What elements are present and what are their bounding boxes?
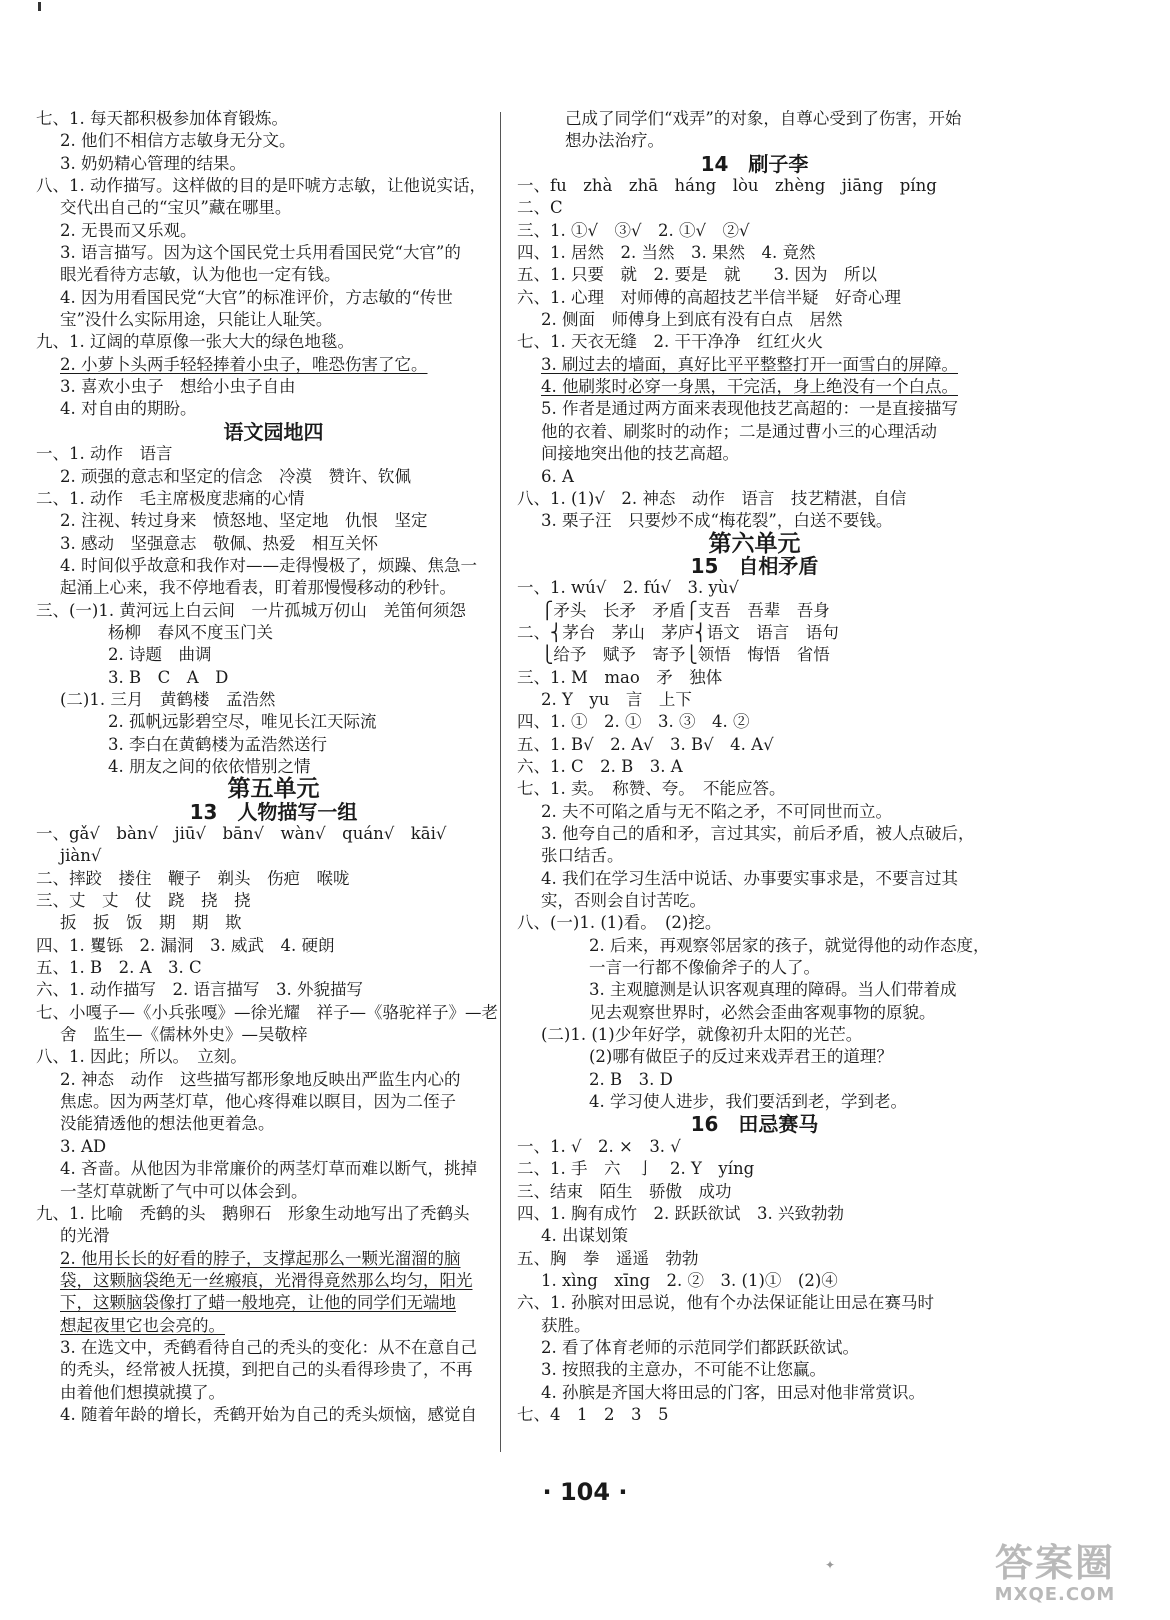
answer-line: 6. A [541,466,574,486]
answer-line: 三、(一)1. 黄河远上白云间 一片孤城万仞山 羌笛何须怨 [36,600,466,620]
scan-mark [38,2,41,11]
answer-line: 3. B C A D [108,667,229,687]
answer-line: 2. 无畏而又乐观。 [60,220,197,240]
answer-line: 二、1. 动作 毛主席极度悲痛的心情 [36,488,305,508]
answer-line: 二、1. 手 六 亅 2. Y yíng [517,1159,755,1179]
answer-line: 4. 因为用看国民党“大官”的标准评价，方志敏的“传世 [60,287,453,307]
answer-line: 九、1. 比喻 秃鹤的头 鹅卵石 形象生动地写出了秃鹤头 [36,1203,470,1223]
answer-line: ⎧矛头 长矛 矛盾⎧支吾 吾辈 吾身 [541,600,830,620]
answer-line: 获胜。 [541,1315,591,1335]
answer-line: 5. 作者是通过两方面来表现他技艺高超的：一是直接描写 [541,399,958,419]
answer-line: 张口结舌。 [541,846,624,866]
answer-line: 想办法治疗。 [565,131,664,151]
answer-line: 2. Y yu 言 上下 [541,689,692,709]
answer-line: 四、1. 胸有成竹 2. 跃跃欲试 3. 兴致勃勃 [517,1203,844,1223]
answer-line: 他的衣着、刷浆时的动作；二是通过曹小三的心理活动 [541,421,937,441]
answer-line: (2)哪有做臣子的反过来戏弄君王的道理？ [589,1047,893,1067]
answer-line: 4. 我们在学习生活中说话、办事要实事求是，不要言过其 [541,868,958,888]
answer-line: 二、C [517,198,563,218]
watermark-stamp: ✦ [825,1558,836,1572]
answer-line: 二、摔跤 搂住 鞭子 剃头 伤疤 喉咙 [36,868,350,888]
answer-line: 九、1. 辽阔的草原像一张大大的绿色地毯。 [36,332,354,352]
answer-line: 五、胸 拳 遥遥 勃勃 [517,1248,699,1268]
answer-line: 3. 感动 坚强意志 敬佩、热爱 相互关怀 [60,533,378,553]
answer-line: 3. 主观臆测是认识客观真理的障碍。当人们带着成 [589,980,957,1000]
answer-line: 实，否则会自讨苦吃。 [541,891,706,911]
answer-line: 五、1. B 2. A 3. C [36,958,202,978]
answer-line: 一、1. 动作 语言 [36,444,173,464]
answer-line: 一、1. √ 2. × 3. √ [517,1136,681,1156]
answer-line: 2. 诗题 曲调 [108,645,212,665]
answer-line: 四、1. ① 2. ① 3. ③ 4. ② [517,712,750,732]
answer-line: 2. 夫不可陷之盾与无不陷之矛，不可同世而立。 [541,801,892,821]
answer-line: 2. 看了体育老师的示范同学们都跃跃欲试。 [541,1337,859,1357]
answer-line: 八、1. 动作描写。这样做的目的是吓唬方志敏，让他说实话， [36,176,486,196]
answer-line: 2. 小萝卜头两手轻轻捧着小虫子，唯恐伤害了它。 [60,354,428,374]
answer-line: 七、1. 每天都积极参加体育锻炼。 [36,109,288,128]
answer-line: 三、1. ①√ ③√ 2. ①√ ②√ [517,220,750,240]
answer-line: 六、1. 孙膑对田忌说，他有个办法保证能让田忌在赛马时 [517,1293,934,1313]
answer-line: 2. 顽强的意志和坚定的信念 冷漠 赞许、钦佩 [60,466,411,486]
answer-line: ⎩给予 赋予 寄予⎩领悟 悔悟 省悟 [541,645,830,665]
answer-line: 2. B 3. D [589,1069,673,1089]
answer-line: 一、fu zhà zhā háng lòu zhèng jiāng píng [517,176,937,196]
answer-line: 没能猜透他的想法他更着急。 [60,1114,275,1134]
answer-line: 2. 侧面 师傅身上到底有没有白点 居然 [541,310,843,330]
answer-line: 4. 随着年龄的增长，秃鹤开始为自己的秃头烦恼，感觉自 [60,1404,477,1424]
answer-line: 七、小嘎子—《小兵张嘎》—徐光耀 祥子—《骆驼祥子》—老 [36,1002,498,1022]
section-heading: 第五单元 [227,776,320,803]
section-heading: 14 刷子李 [700,151,809,176]
answer-line: 六、1. C 2. B 3. A [517,756,683,776]
answer-line: 起涌上心来，我不停地看表，盯着那慢慢移动的秒针。 [60,578,456,598]
watermark-logo [955,1542,1155,1614]
answer-line: 3. 在选文中，秃鹤看待自己的秃头的变化：从不在意自己 [60,1337,477,1357]
answer-line: 想起夜里它也会亮的。 [60,1315,225,1335]
answer-line: 2. 他用长长的好看的脖子，支撑起那么一颗光溜溜的脑 [60,1248,461,1268]
answer-line: 4. 朋友之间的依依惜别之情 [108,756,311,776]
answer-line: 3. AD [60,1136,107,1156]
answer-line: 3. 按照我的主意办，不可能不让您赢。 [541,1360,826,1380]
answer-line: 四、1. 居然 2. 当然 3. 果然 4. 竟然 [517,243,816,263]
answer-line: 舍 监生—《儒林外史》—吴敬梓 [60,1025,308,1045]
answer-line: 己成了同学们“戏弄”的对象，自尊心受到了伤害，开始 [565,109,962,128]
answer-line: 3. 语言描写。因为这个国民党士兵用看国民党“大官”的 [60,243,461,263]
answer-line: 五、1. 只要 就 2. 要是 就 3. 因为 所以 [517,265,877,285]
answer-line: 宝”没什么实际用途，只能让人耻笑。 [60,310,333,330]
answer-line: 4. 孙膑是齐国大将田忌的门客，田忌对他非常赏识。 [541,1382,925,1402]
answer-line: 七、1. 天衣无缝 2. 干干净净 红红火火 [517,332,823,352]
answer-line: 的秃头，经常被人抚摸，到把自己的头看得珍贵了，不再 [60,1360,473,1380]
answer-line: 交代出自己的“宝贝”藏在哪里。 [60,198,292,218]
answer-line: 一、gǎ√ bàn√ jiū√ bān√ wàn√ quán√ kāi√ [36,824,447,843]
answer-line: 三、丈 丈 仗 跷 挠 挠 [36,891,251,911]
answer-line: 4. 吝啬。从他因为非常廉价的两茎灯草而难以断气，挑掉 [60,1159,477,1179]
answer-line: 杨柳 春风不度玉门关 [108,622,273,642]
answer-line: 间接地突出他的技艺高超。 [541,444,739,464]
answer-line: 一言一行都不像偷斧子的人了。 [589,958,820,978]
answer-line: 3. 刷过去的墙面，真好比平平整整打开一面雪白的屏障。 [541,354,958,374]
answer-line: 六、1. 动作描写 2. 语言描写 3. 外貌描写 [36,980,363,1000]
answer-line: 五、1. B√ 2. A√ 3. B√ 4. A√ [517,734,774,754]
answer-line: 袋，这颗脑袋绝无一丝瘢痕，光滑得竟然那么均匀，阳光 [60,1270,473,1290]
answer-line: 四、1. 矍铄 2. 漏洞 3. 威武 4. 硬朗 [36,935,335,955]
watermark-url: MXQE.COM [994,1584,1116,1605]
answer-line: 2. 神态 动作 这些描写都形象地反映出严监生内心的 [60,1069,461,1089]
answer-line: 一茎灯草就断了气中可以体会到。 [60,1181,308,1201]
answer-line: 4. 他刷浆时必穿一身黑，干完活，身上绝没有一个白点。 [541,377,958,397]
answer-line: 八、(一)1. (1)看。 (2)挖。 [517,913,722,933]
answer-line: 焦虑。因为两茎灯草，他心疼得难以瞑目，因为二侄子 [60,1092,456,1112]
section-heading: 15 自相矛盾 [690,553,819,578]
answer-line: 2. 注视、转过身来 愤怒地、坚定地 仇恨 坚定 [60,511,428,531]
answer-line: 2. 孤帆远影碧空尽，唯见长江天际流 [108,712,377,732]
column-divider [500,112,501,1452]
answer-line: 2. 他们不相信方志敏身无分文。 [60,131,296,151]
answer-line: 1. xìng xīng 2. ② 3. (1)① (2)④ [541,1270,838,1290]
answer-line: 4. 学习使人进步，我们要活到老，学到老。 [589,1092,907,1112]
answer-line: 见去观察世界时，必然会歪曲客观事物的原貌。 [589,1002,936,1022]
section-heading: 16 田忌赛马 [690,1112,819,1137]
answer-line: 2. 后来，再观察邻居家的孩子，就觉得他的动作态度， [589,935,990,955]
answer-line: 二、⎨茅台 茅山 茅庐⎨语文 语言 语句 [517,622,839,642]
answer-line: 下，这颗脑袋像打了蜡一般地亮，让他的同学们无端地 [60,1293,456,1313]
watermark-title: 答案圈 [994,1541,1115,1585]
section-heading: 13 人物描写一组 [189,799,358,824]
answer-line: 3. 喜欢小虫子 想给小虫子自由 [60,377,296,397]
answer-line: (二)1. 三月 黄鹤楼 孟浩然 [60,689,276,709]
answer-line: 的光滑 [60,1226,110,1246]
answer-line: jiàn√ [60,846,102,866]
answer-line: 3. 李白在黄鹤楼为孟浩然送行 [108,734,327,754]
answer-line: 眼光看待方志敏，认为他也一定有钱。 [60,265,341,285]
answer-line: (二)1. (1)少年好学，就像初升太阳的光芒。 [541,1025,863,1045]
answer-line: 八、1. 因此；所以。 立刻。 [36,1047,247,1067]
answer-line: 三、1. M mao 矛 独体 [517,667,723,687]
answer-line: 七、4 1 2 3 5 [517,1404,669,1424]
left-column [36,108,511,1426]
answer-line: 七、1. 卖。 称赞、夸。 不能应答。 [517,779,786,799]
answer-line: 六、1. 心理 对师傅的高超技艺半信半疑 好奇心理 [517,287,901,307]
right-column [517,108,992,1426]
answer-line: 3. 栗子汪 只要炒不成“梅花裂”，白送不要钱。 [541,511,893,531]
answer-line: 八、1. (1)√ 2. 神态 动作 语言 技艺精湛，自信 [517,488,907,508]
answer-line: 一、1. wú√ 2. fú√ 3. yù√ [517,578,739,598]
answer-line: 4. 对自由的期盼。 [60,399,197,419]
answer-line: 扳 扳 饭 期 期 欺 [60,913,242,933]
section-heading: 语文园地四 [223,419,324,444]
answer-line: 三、结束 陌生 骄傲 成功 [517,1181,732,1201]
answer-line: 由着他们想摸就摸了。 [60,1382,225,1402]
answer-line: 3. 奶奶精心管理的结果。 [60,153,246,173]
page-number: · 104 · [542,1478,628,1506]
answer-line: 3. 他夸自己的盾和矛，言过其实，前后矛盾，被人点破后， [541,824,975,843]
section-heading: 第六单元 [708,530,801,557]
answer-line: 4. 时间似乎故意和我作对——走得慢极了，烦躁、焦急一 [60,555,477,575]
answer-line: 4. 出谋划策 [541,1226,628,1246]
